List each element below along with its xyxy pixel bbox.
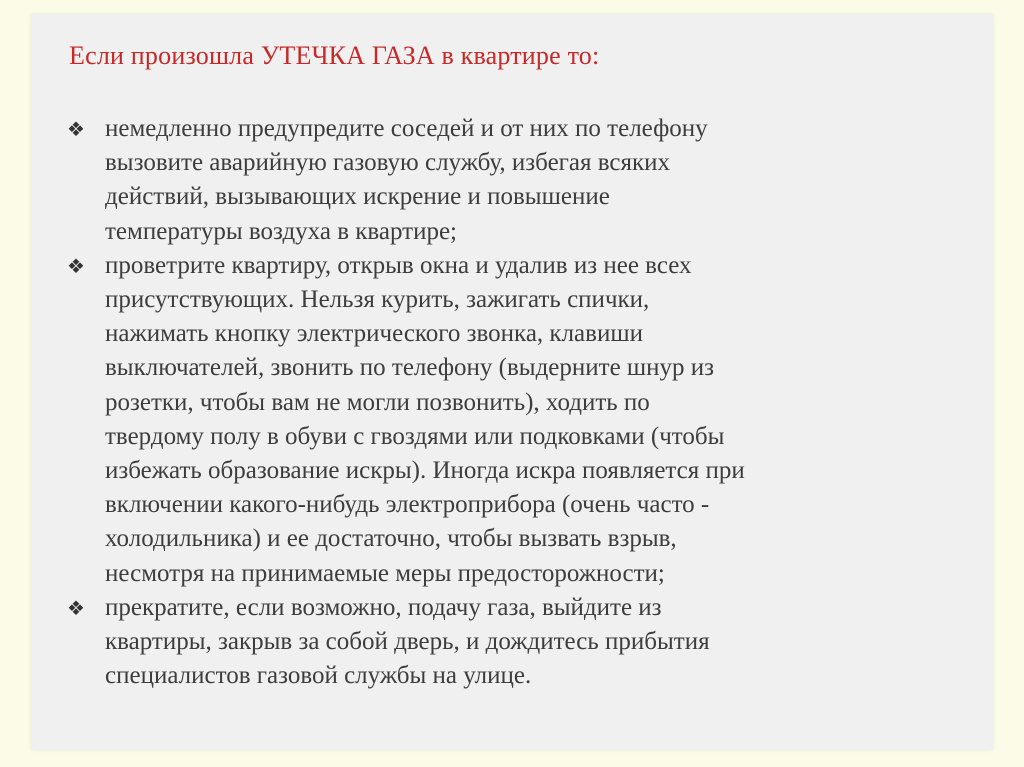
text-line: прекратите, если возможно, подачу газа, выйдите из: [105, 593, 662, 621]
list-item-text: [105, 112, 967, 249]
diamond-bullet-icon: ❖: [67, 595, 85, 620]
text-line: проветрите квартиру, открыв окна и удалив из нее всех: [105, 251, 692, 279]
slide: [31, 14, 993, 750]
list-item: [67, 591, 967, 694]
text-line: выключателей, звонить по телефону (выдерните шнур из: [105, 354, 715, 382]
diamond-bullet-icon: ❖: [67, 253, 85, 278]
text-line: нажимать кнопку электрического звонка, клавиши: [105, 320, 643, 348]
text-line: несмотря на принимаемые меры предосторожности;: [105, 559, 665, 587]
text-line: холодильника) и ее достаточно, чтобы вызвать взрыв,: [105, 525, 677, 553]
list-item-text: [105, 249, 967, 591]
instruction-list: [67, 112, 967, 693]
text-line: твердому полу в обуви с гвоздями или подковками (чтобы: [105, 422, 725, 450]
text-line: присутствующих. Нельзя курить, зажигать спички,: [105, 286, 650, 314]
text-line: вызовите аварийную газовую службу, избегая всяких: [105, 149, 671, 177]
slide-title: Если произошла УТЕЧКА ГАЗА в квартире то:: [69, 41, 600, 70]
list-item-text: [105, 591, 967, 694]
text-line: немедленно предупредите соседей и от них по телефону: [105, 115, 708, 142]
text-line: включении какого-нибудь электроприбора (очень часто -: [105, 491, 710, 519]
text-line: избежать образование искры). Иногда искра появляется при: [105, 457, 745, 485]
text-line: действий, вызывающих искрение и повышение: [105, 183, 610, 211]
list-item: [67, 249, 967, 591]
list-item: [67, 112, 967, 249]
diamond-bullet-icon: ❖: [67, 117, 85, 141]
text-line: квартиры, закрыв за собой дверь, и дождитесь прибытия: [105, 628, 710, 656]
text-line: температуры воздуха в квартире;: [105, 217, 457, 245]
text-line: розетки, чтобы вам не могли позвонить), ходить по: [105, 388, 650, 416]
text-line: специалистов газовой службы на улице.: [105, 662, 532, 690]
